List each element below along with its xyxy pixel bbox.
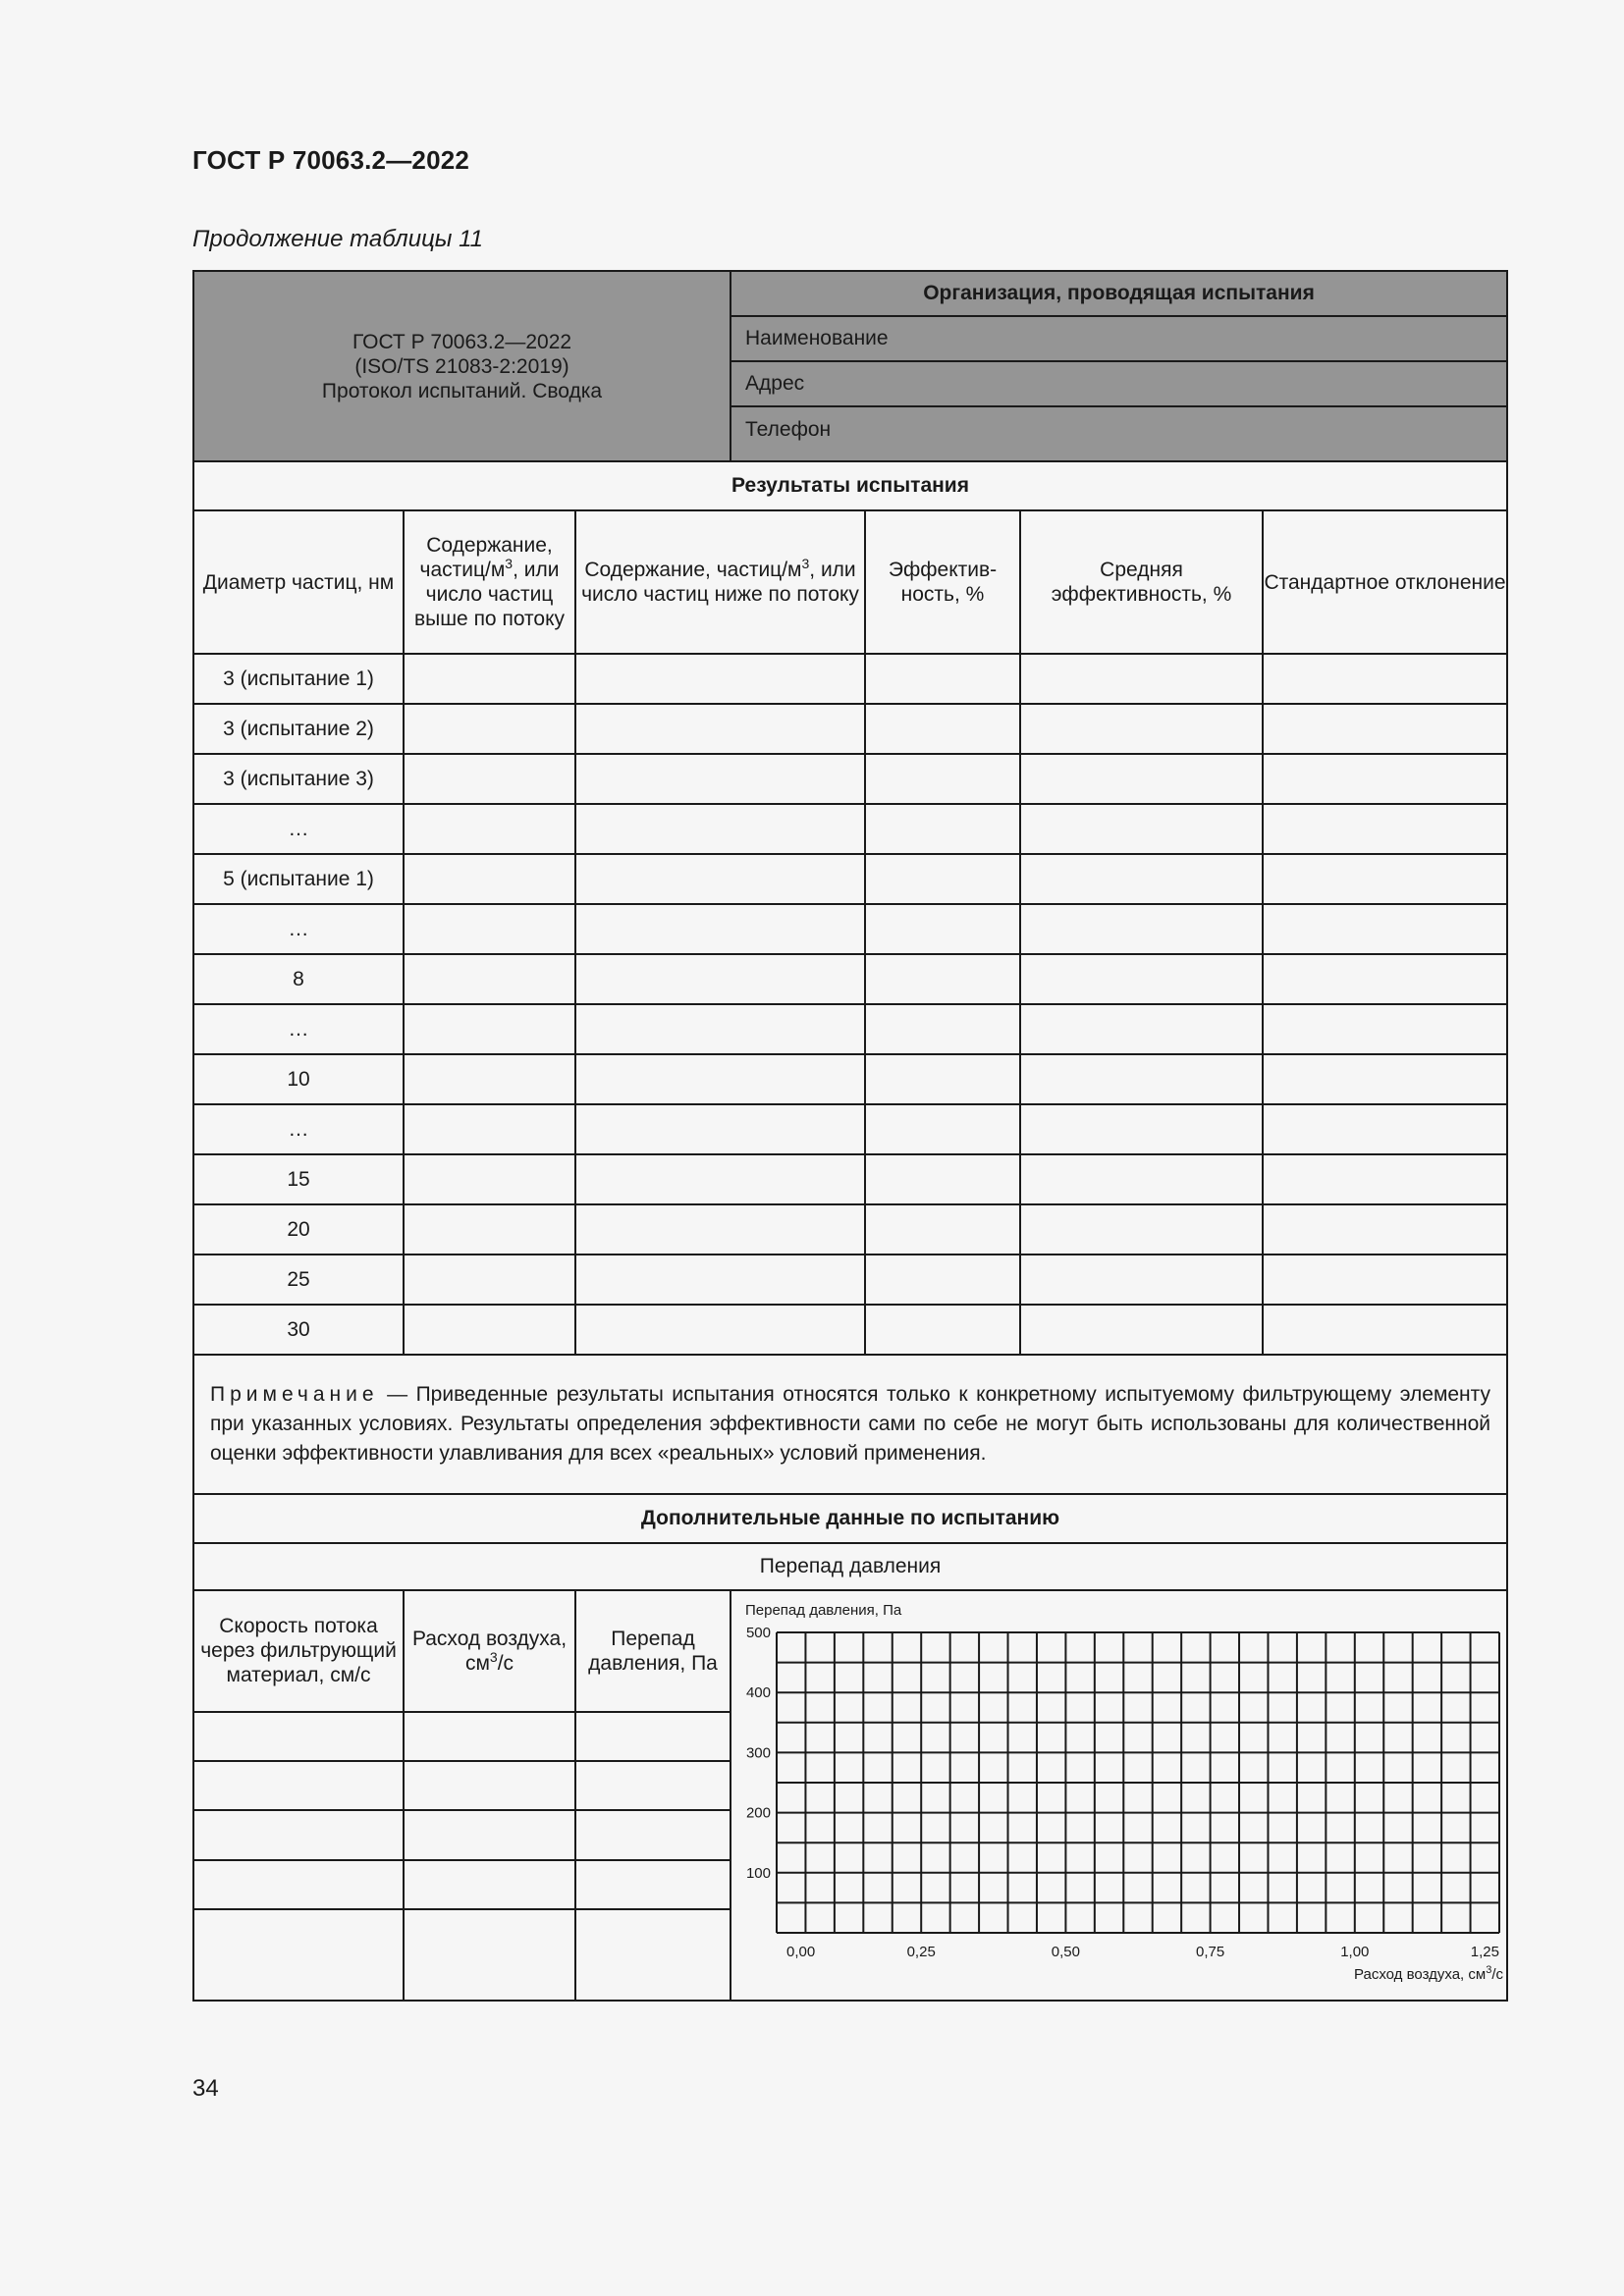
table-cell[interactable]	[1263, 654, 1507, 704]
table-cell[interactable]	[404, 754, 575, 804]
table-cell[interactable]	[1263, 804, 1507, 854]
x-tick-label: 0,00	[786, 1944, 816, 1960]
table-cell[interactable]	[404, 1054, 575, 1104]
row-label: 25	[193, 1255, 404, 1305]
table-cell[interactable]	[575, 704, 865, 754]
table-cell[interactable]	[404, 1712, 575, 1761]
table-cell[interactable]	[865, 1255, 1020, 1305]
chart-grid	[777, 1632, 1499, 1933]
row-label: 10	[193, 1054, 404, 1104]
table-cell[interactable]	[404, 904, 575, 954]
table-cell[interactable]	[1020, 854, 1263, 904]
table-cell[interactable]	[404, 954, 575, 1004]
x-tick-label: 0,75	[1195, 1944, 1225, 1960]
table-cell[interactable]	[865, 754, 1020, 804]
table-cell[interactable]	[575, 1860, 731, 1909]
table-cell[interactable]	[575, 1154, 865, 1204]
table-cell[interactable]	[1020, 654, 1263, 704]
row-label: 5 (испытание 1)	[193, 854, 404, 904]
table-cell[interactable]	[865, 1204, 1020, 1255]
table-cell[interactable]	[575, 1004, 865, 1054]
table-cell[interactable]	[1020, 1154, 1263, 1204]
table-cell[interactable]	[404, 654, 575, 704]
table-cell[interactable]	[404, 1004, 575, 1054]
table-cell[interactable]	[575, 804, 865, 854]
table-cell[interactable]	[404, 1204, 575, 1255]
y-tick-label: 300	[745, 1744, 771, 1762]
row-label: 3 (испытание 2)	[193, 704, 404, 754]
x-tick-label: 0,50	[1051, 1944, 1081, 1960]
col-standard-deviation: Стандартное отклонение	[1263, 510, 1507, 654]
table-cell[interactable]	[404, 1860, 575, 1909]
table-row	[193, 1104, 1507, 1154]
table-cell[interactable]	[865, 654, 1020, 704]
header-iso: (ISO/TS 21083-2:2019)	[354, 354, 569, 378]
table-cell[interactable]	[575, 1909, 731, 2001]
table-cell[interactable]	[404, 1909, 575, 2001]
table-cell[interactable]	[404, 804, 575, 854]
org-address-field[interactable]: Адрес	[731, 362, 1506, 407]
y-tick-label: 200	[745, 1804, 771, 1822]
table-row	[193, 704, 1507, 754]
table-row	[193, 804, 1507, 854]
row-label: …	[193, 1104, 404, 1154]
table-cell[interactable]	[1020, 954, 1263, 1004]
x-tick-label: 0,25	[906, 1944, 936, 1960]
table-cell[interactable]	[1263, 1305, 1507, 1355]
table-row	[193, 854, 1507, 904]
table-cell[interactable]	[575, 954, 865, 1004]
table-row	[193, 904, 1507, 954]
table-cell[interactable]	[1020, 1054, 1263, 1104]
table-cell[interactable]	[1263, 1255, 1507, 1305]
table-row	[193, 1054, 1507, 1104]
org-name-field[interactable]: Наименование	[731, 317, 1506, 362]
chart-y-ticks	[746, 1625, 771, 1882]
protocol-header	[193, 271, 731, 461]
table-cell[interactable]	[865, 1305, 1020, 1355]
table-caption: Продолжение таблицы 11	[192, 226, 484, 252]
table-cell[interactable]	[865, 904, 1020, 954]
pressure-drop-title: Перепад давления	[193, 1543, 1507, 1590]
col-efficiency: Эффектив-ность, %	[865, 510, 1020, 654]
x-tick-label: 1,00	[1340, 1944, 1370, 1960]
table-cell[interactable]	[1020, 754, 1263, 804]
row-label: 8	[193, 954, 404, 1004]
row-label: 15	[193, 1154, 404, 1204]
header-standard: ГОСТ Р 70063.2—2022	[352, 330, 572, 353]
table-cell[interactable]	[865, 854, 1020, 904]
table-cell[interactable]	[575, 1204, 865, 1255]
table-cell[interactable]	[575, 1255, 865, 1305]
table-cell[interactable]	[575, 1761, 731, 1810]
col-average-efficiency: Средняя эффективность, %	[1020, 510, 1263, 654]
table-cell[interactable]	[865, 804, 1020, 854]
organization-block	[731, 271, 1507, 461]
table-cell[interactable]	[1263, 1204, 1507, 1255]
header-protocol-name: Протокол испытаний. Сводка	[321, 379, 603, 402]
col-upstream-count: Содержание, частиц/$м^3$, или число частиц выше по потоку	[404, 510, 575, 654]
table-cell[interactable]	[575, 904, 865, 954]
y-tick-label: 400	[745, 1684, 771, 1702]
y-tick-label: 100	[745, 1864, 771, 1882]
page-number: 34	[192, 2075, 219, 2102]
results-title: Результаты испытания	[193, 461, 1507, 510]
table-cell[interactable]	[575, 1104, 865, 1154]
chart-y-label: Перепад давления, Па	[745, 1602, 902, 1619]
pressure-drop-chart	[731, 1590, 1507, 2001]
table-row	[193, 654, 1507, 704]
table-row	[193, 1255, 1507, 1305]
table-cell[interactable]	[575, 1712, 731, 1761]
table-cell[interactable]	[1020, 1004, 1263, 1054]
col-air-flow: Расход воздуха, $см^3/с$	[404, 1590, 575, 1712]
row-label: 3 (испытание 3)	[193, 754, 404, 804]
col-downstream-count: Содержание, частиц/$м^3$, или число частиц ниже по потоку	[575, 510, 865, 654]
table-cell[interactable]	[404, 1104, 575, 1154]
row-label: 30	[193, 1305, 404, 1355]
table-cell[interactable]	[404, 1305, 575, 1355]
note-label: Примечание	[210, 1383, 379, 1406]
table-cell[interactable]	[193, 1712, 404, 1761]
row-label: …	[193, 804, 404, 854]
table-cell[interactable]	[1263, 754, 1507, 804]
table-cell[interactable]	[1263, 1154, 1507, 1204]
table-cell[interactable]	[575, 754, 865, 804]
table-cell[interactable]	[1263, 854, 1507, 904]
table-cell[interactable]	[193, 1761, 404, 1810]
table-cell[interactable]	[1263, 1104, 1507, 1154]
additional-data-title: Дополнительные данные по испытанию	[193, 1494, 1507, 1543]
row-label: 3 (испытание 1)	[193, 654, 404, 704]
table-cell[interactable]	[193, 1810, 404, 1859]
table-row	[193, 1154, 1507, 1204]
table-row	[193, 954, 1507, 1004]
protocol-table	[192, 270, 1508, 2002]
table-cell[interactable]	[1020, 1204, 1263, 1255]
table-cell[interactable]	[865, 1154, 1020, 1204]
table-row	[193, 1305, 1507, 1355]
table-cell[interactable]	[404, 854, 575, 904]
col-pressure-drop: Перепад давления, Па	[575, 1590, 731, 1712]
table-cell[interactable]	[404, 1810, 575, 1859]
table-cell[interactable]	[1263, 704, 1507, 754]
col-flow-velocity: Скорость потока через фильтрующий материал, см/с	[193, 1590, 404, 1712]
table-cell[interactable]	[1020, 1305, 1263, 1355]
table-row	[193, 1204, 1507, 1255]
table-cell[interactable]	[865, 954, 1020, 1004]
table-cell[interactable]	[865, 704, 1020, 754]
table-cell[interactable]	[575, 1305, 865, 1355]
chart-x-ticks	[786, 1944, 1499, 1960]
table-row	[193, 1004, 1507, 1054]
table-cell[interactable]	[865, 1054, 1020, 1104]
table-cell[interactable]	[575, 654, 865, 704]
table-cell[interactable]	[575, 854, 865, 904]
table-cell[interactable]	[575, 1054, 865, 1104]
col-particle-diameter: Диаметр частиц, нм	[193, 510, 404, 654]
y-tick-label: 500	[745, 1625, 771, 1641]
note-text: — Приведенные результаты испытания относятся только к конкретному испытуемому фильтрующему элементу при указанных условиях. Результаты определения эффективности сами по себе не могут быть использованы для количественной оценки эффективности улавливания для всех «реальных» условий применения.	[210, 1383, 1491, 1465]
table-row	[193, 754, 1507, 804]
table-cell[interactable]	[1263, 1054, 1507, 1104]
table-cell[interactable]	[404, 1761, 575, 1810]
org-phone-field[interactable]: Телефон	[745, 418, 832, 441]
table-cell[interactable]	[1020, 1255, 1263, 1305]
table-cell[interactable]	[193, 1909, 404, 2001]
table-cell[interactable]	[1263, 954, 1507, 1004]
org-title: Организация, проводящая испытания	[731, 272, 1506, 317]
table-cell[interactable]	[1020, 1104, 1263, 1154]
chart-x-label: Расход воздуха, $см^3/с$	[1353, 1964, 1503, 1983]
table-cell[interactable]	[404, 1154, 575, 1204]
row-label: …	[193, 904, 404, 954]
x-tick-label: 1,25	[1470, 1944, 1499, 1960]
table-cell[interactable]	[1263, 1004, 1507, 1054]
table-cell[interactable]	[404, 704, 575, 754]
standard-title: ГОСТ Р 70063.2—2022	[192, 145, 470, 175]
table-cell[interactable]	[865, 1104, 1020, 1154]
table-cell[interactable]	[1020, 704, 1263, 754]
row-label: 20	[193, 1204, 404, 1255]
results-note	[193, 1355, 1507, 1494]
table-cell[interactable]	[193, 1860, 404, 1909]
table-cell[interactable]	[1020, 904, 1263, 954]
table-cell[interactable]	[1263, 904, 1507, 954]
row-label: …	[193, 1004, 404, 1054]
pressure-chart-svg	[731, 1591, 1509, 1994]
table-cell[interactable]	[865, 1004, 1020, 1054]
table-cell[interactable]	[575, 1810, 731, 1859]
table-cell[interactable]	[1020, 804, 1263, 854]
table-cell[interactable]	[404, 1255, 575, 1305]
